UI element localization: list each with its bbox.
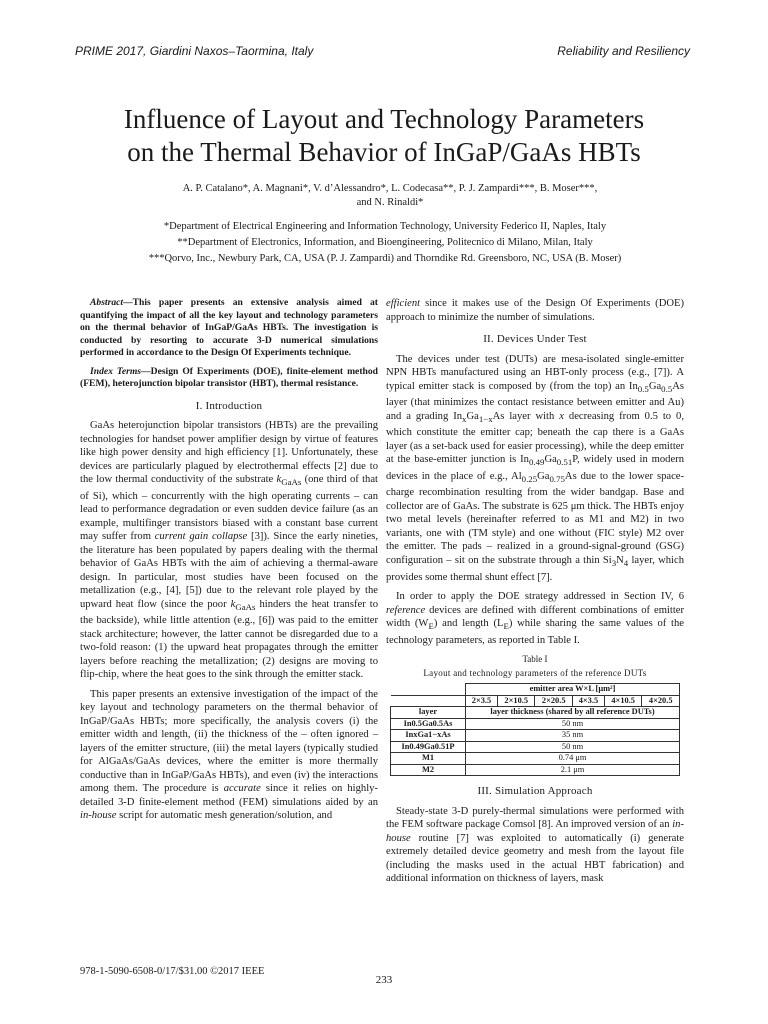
simulation-paragraph-1 [386,805,684,886]
emphasis: in-house [80,810,117,822]
text-run: This paper presents an extensive investigation of the impact of the key layout and technology parameters on the thermal behavior of InGaP/GaAs HBTs; more specifically, the analysis covers (i) the emitter width and length, (ii) the thickness of the – often ignored – layers of the emitter structure, (iii) the metal layers (typically studied for AlGaAs/GaAs devices, where the emitter is more thermally conductive than in InGaP/GaAs HBTs), and even (iv) the interactions among them. The procedure is [80,688,378,795]
text-run: routine [7] was exploited to automatically (i) generate extremely detailed device geometry and mesh from the layout file (including the masks used in the actual HBT fabrication) and additional information on thickness of layers, mask [386,832,684,885]
text-run: As due to the lower space-charge recombination resulting from the wider bandgap. Base and collector are of GaAs. The substrate is 625 μm thick. The HBTs enjoy two metal levels (hereinafter referred to as M1 and M2) in two variants, one with (TM style) and one without (FIC style) M2 over the emitter. The pads – realized in a ground-signal-ground (GSG) configuration – sit on the substrate through a thin Si [386,470,684,566]
right-column [386,297,684,892]
symbol-x: x [559,410,564,422]
table-row [391,718,680,730]
text-run: hinders the heat transfer to the backside), while little attention (e.g., [6]) was paid to the emitter stack architecture; however, the latter cannot be disregarded due to a two-fold reason: (1) the upward heat propagates through the emitter layers before reaching the metallization; (2) designs are moving to flip-chip, where the heat goes to the sink through the emitter stack. [80,598,378,681]
subscript: 3 [611,558,617,569]
text-run: Ga [648,380,662,392]
table-corner [391,684,466,696]
paper-title [0,103,768,169]
section-heading-introduction: I. Introduction [195,399,263,412]
emphasis: in-house [386,819,684,844]
table-row [391,695,680,707]
emphasis: reference [386,604,426,616]
table-value-cell: 0.74 μm [466,753,680,765]
abstract [80,297,378,360]
text-run: Steady-state 3-D purely-thermal simulations were performed with the FEM software package Comsol [8]. An improved version of an [386,805,684,831]
text-run: ) while sharing the same values of the technology parameters, as reported in Table I. [386,618,685,646]
subscript: 4 [623,558,629,569]
subscript: 0.51 [556,457,573,468]
devices-paragraph-1 [386,353,684,585]
devices-paragraph-2 [386,590,684,647]
subscript: 0.25 [521,473,538,484]
table-corner [391,695,466,707]
table-row [391,753,680,765]
table-size-cell: 4×3.5 [572,695,604,707]
subscript: x [462,413,467,424]
section-heading-devices: II. Devices Under Test [483,333,587,345]
subscript: 0.75 [549,473,565,484]
table-size-cell: 2×10.5 [498,695,535,707]
subscript: GaAs [235,601,256,612]
table-size-cell: 4×20.5 [642,695,680,707]
table-size-cell: 2×3.5 [466,695,498,707]
author-list [90,182,690,210]
text-run: As layer with [492,410,560,422]
running-header-right: Reliability and Resiliency [557,44,690,58]
text-run: since it makes use of the Design Of Experiments (DOE) approach to minimize the number of simulations. [386,298,684,323]
table-thickness-header: layer thickness (shared by all reference DUTs) [466,707,680,719]
affiliation-3: ***Qorvo, Inc., Newbury Park, CA, USA (P. J. Zampardi) and Thorndike Rd. Greensboro, NC, USA (B. Moser) [148,253,622,264]
text-run: script for automatic mesh generation/solution, and [116,810,333,822]
intro-paragraph-1 [80,419,378,682]
table-row [391,730,680,742]
running-header-left: PRIME 2017, Giardini Naxos–Taormina, Italy [75,44,314,58]
table-layer-header: layer [391,707,466,719]
subscript: 0.5 [661,383,673,394]
text-run: decreasing from 0.5 to 0, which constitute the emitter cap; beneath the cap there is a GaAs layer (as a set-back used for easier processing), while the deep emitter at the base-emitter junction is In [386,410,684,466]
symbol-k: k [276,474,282,485]
text-run: Ga [466,410,479,422]
table-size-cell: 2×20.5 [535,695,572,707]
table-label: Table I [522,654,548,665]
table-layer-cell: M1 [391,753,466,765]
subscript: E [428,621,434,632]
affiliation-2: **Department of Electronics, Information, and Bioengineering, Politecnico di Milano, Milan, Italy [177,237,593,248]
table-caption: Layout and technology parameters of the reference DUTs [423,667,647,678]
symbol-k: k [230,598,236,610]
copyright-line: 978-1-5090-6508-0/17/$31.00 ©2017 IEEE [80,966,265,977]
text-run: since it relies on highly-detailed 3-D finite-element method (FEM) simulations aided by an [80,783,378,808]
subscript: 1−x [478,413,493,424]
subscript: GaAs [281,477,302,488]
table-header-area: emitter area W×L [μm²] [466,684,680,696]
text-run: P, widely used in modern devices in the place of e.g., Al [386,454,685,482]
abstract-label: Abstract [90,297,124,308]
authors-line-1: A. P. Catalano*, A. Magnani*, V. d’Alessandro*, L. Codecasa**, P. J. Zampardi***, B. Moser***, [182,183,598,194]
emphasis: current gain collapse [154,531,248,543]
subscript: E [503,621,509,632]
page-number: 233 [375,974,393,986]
table-layer-cell: InxGa1−xAs [391,730,466,742]
text-run: (one third of that of Si), which – concurrently with the high operating currents – can lead to performance degradation or even sudden device failure (as an example, multifinger transistors biased with a constant base current may suffer from [80,474,378,543]
table-layer-cell: In0.49Ga0.51P [391,741,466,753]
table-value-cell: 2.1 μm [466,764,680,776]
table-layer-cell: In0.5Ga0.5As [391,718,466,730]
abstract-text: —This paper presents an extensive analysis aimed at quantifying the impact of all the key layout and technology parameters on the thermal behavior of InGaP/GaAs HBTs. The investigation is conducted by resorting to accurate 3-D numerical simulations performed in accordance to the Design Of Experiments technique. [80,297,378,358]
subscript: 0.49 [528,457,545,468]
affiliations [60,219,710,267]
affiliation-1: *Department of Electrical Engineering and Information Technology, University Federico II, Naples, Italy [163,221,607,232]
table-value-cell: 50 nm [466,718,680,730]
table-row [391,764,680,776]
parameters-table [390,683,680,776]
table-value-cell: 50 nm [466,741,680,753]
table-row [391,741,680,753]
table-layer-cell: M2 [391,764,466,776]
text-run: As layer (that minimizes the contact resistance between emitter and Au) and a grading In [386,380,684,422]
text-run: [3]). Since the early nineties, the literature has been populated by papers dealing with the thermal behavior of GaAs HBTs with the aim of achieving a thermal-aware design. In particular, most studies have been focused on the metallization (e.g., [4], [5]) due to the relevant role played by the upward heat flow (since the poor [80,531,378,610]
text-run: N [616,554,624,566]
section-heading-simulation: III. Simulation Approach [477,785,593,798]
table-size-cell: 4×10.5 [604,695,641,707]
emphasis: accurate [223,783,261,795]
text-run: layer, which provides some thermal shunt effect [7]. [386,554,684,583]
text-run: devices are defined with different combinations of emitter width (W [386,604,684,630]
text-run: In order to apply the DOE strategy addressed in Section IV, 6 [396,591,684,603]
title-line-1: Influence of Layout and Technology Parameters [123,104,645,134]
index-terms-label: Index Terms [90,365,142,377]
table-row [391,707,680,719]
intro-paragraph-2 [80,688,378,823]
subscript: 0.5 [637,383,649,394]
emphasis: efficient [386,298,421,309]
authors-line-2: and N. Rinaldi* [356,197,424,208]
left-column [80,297,378,829]
table-value-cell: 35 nm [466,730,680,742]
text-run: Ga [537,470,550,482]
title-line-2: on the Thermal Behavior of InGaP/GaAs HBTs [127,137,641,167]
index-terms-text: —Design Of Experiments (DOE), finite-element method (FEM), heterojunction bipolar transistor (HBT), thermal resistance. [80,365,378,389]
table-row [391,684,680,696]
text-run: The devices under test (DUTs) are mesa-isolated single-emitter NPN HBTs manufactured using an HBT-only process (e.g., [7]). A typical emitter stack is composed by (from the top) an In [386,353,684,392]
text-run: GaAs heterojunction bipolar transistors (HBTs) are the prevailing technologies for handset power amplifier design by virtue of features like high power density and high efficiency [1]. Unfortunately, these devices are particularly plagued by electrothermal effects [2] due to the low thermal conductivity of the substrate [80,420,378,485]
index-terms [80,366,378,391]
text-run: Ga [544,454,557,466]
continued-paragraph [386,297,684,324]
text-run: ) and length (L [433,618,504,630]
